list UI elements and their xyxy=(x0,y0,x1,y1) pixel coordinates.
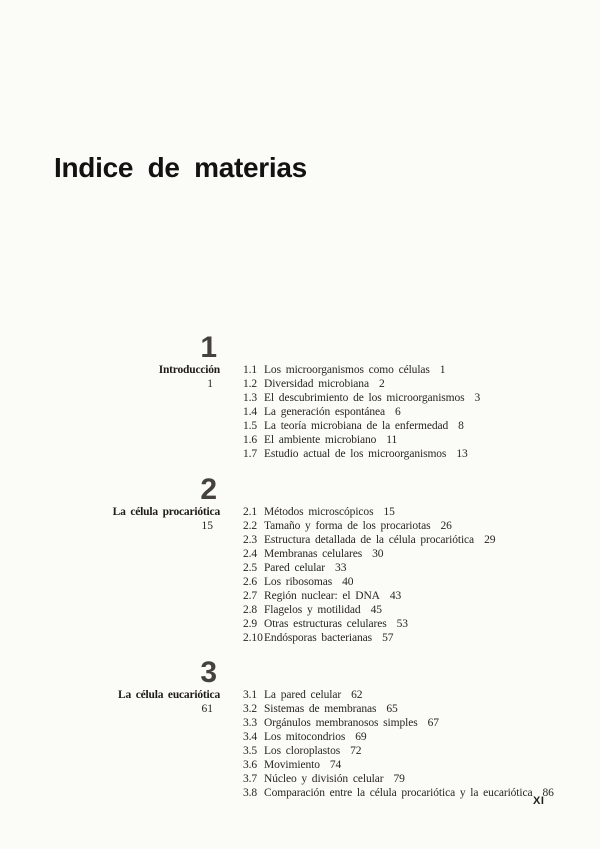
chapter-heading xyxy=(0,658,220,716)
entry-title: Comparación entre la célula procariótica y la eucariótica xyxy=(264,787,533,799)
entry-page: 65 xyxy=(386,703,398,715)
entry-number: 3.5 xyxy=(243,745,258,757)
entry-page: 13 xyxy=(456,448,468,460)
entry-number: 1.5 xyxy=(243,420,258,432)
entry-title: Diversidad microbiana xyxy=(264,378,369,390)
entry-page: 74 xyxy=(329,759,342,771)
entry-title: Pared celular xyxy=(264,562,326,574)
toc-entry xyxy=(243,505,495,519)
entry-page: 53 xyxy=(396,618,408,630)
entry-page: 33 xyxy=(335,562,347,574)
entry-number: 2.6 xyxy=(243,576,258,588)
chapter-entries xyxy=(243,658,554,800)
entry-title: La teoría microbiana de la enfermedad xyxy=(264,420,449,432)
entry-page: 40 xyxy=(342,576,354,588)
entry-number: 1.4 xyxy=(243,406,258,418)
chapter-number: 1 xyxy=(200,331,217,364)
entry-title: La generación espontánea xyxy=(264,406,386,418)
chapter-start-page: 61 xyxy=(201,703,213,715)
entry-page: 72 xyxy=(350,745,362,757)
toc-entry xyxy=(243,377,480,391)
entry-number: 1.1 xyxy=(243,364,258,376)
entry-number: 1.6 xyxy=(243,434,258,446)
entry-title: Endósporas bacterianas xyxy=(264,632,373,644)
entry-number: 3.7 xyxy=(243,773,258,785)
entry-page: 62 xyxy=(351,689,363,701)
entry-page: 1 xyxy=(439,364,446,376)
toc-entry xyxy=(243,758,554,772)
chapter-title: La célula procariótica xyxy=(112,506,220,518)
entry-number: 2.7 xyxy=(243,590,258,602)
entry-number: 2.8 xyxy=(243,604,258,616)
toc-entry xyxy=(243,702,554,716)
entry-title: Los cloroplastos xyxy=(264,745,341,757)
toc-entry xyxy=(243,547,495,561)
toc-entry xyxy=(243,405,480,419)
toc-entry xyxy=(243,688,554,702)
entry-number: 3.8 xyxy=(243,787,258,799)
entry-title: Los ribosomas xyxy=(264,576,333,588)
entry-title: Tamaño y forma de los procariotas xyxy=(264,520,431,532)
entry-number: 3.2 xyxy=(243,703,258,715)
entry-number: 1.2 xyxy=(243,378,258,390)
toc-entry xyxy=(243,391,480,405)
toc-entry xyxy=(243,786,554,800)
entry-title: Métodos microscópicos xyxy=(264,506,374,518)
chapter-number: 3 xyxy=(200,656,217,689)
toc-entry xyxy=(243,561,495,575)
toc-entry xyxy=(243,433,480,447)
entry-title: Estructura detallada de la célula procariótica xyxy=(264,534,475,546)
toc-entry xyxy=(243,589,495,603)
toc-entry xyxy=(243,716,554,730)
toc-entry xyxy=(243,575,495,589)
chapter-heading xyxy=(0,333,220,391)
entry-page: 29 xyxy=(484,534,496,546)
entry-number: 2.9 xyxy=(243,618,258,630)
entry-page: 79 xyxy=(393,773,405,785)
entry-title: Los mitocondrios xyxy=(264,731,346,743)
entry-page: 26 xyxy=(440,520,452,532)
entry-page: 11 xyxy=(386,434,398,446)
entry-title: Flagelos y motilidad xyxy=(264,604,361,616)
entry-title: Los microorganismos como células xyxy=(264,364,430,376)
entry-number: 2.5 xyxy=(243,562,258,574)
entry-title: Orgánulos membranosos simples xyxy=(264,717,418,729)
entry-title: Región nuclear: el DNA xyxy=(264,590,380,602)
entry-number: 3.1 xyxy=(243,689,258,701)
chapter-title: La célula eucariótica xyxy=(118,689,220,701)
chapter-entries xyxy=(243,333,480,461)
entry-title: La pared celular xyxy=(264,689,342,701)
toc-entry xyxy=(243,603,495,617)
page-title: Indice de materias xyxy=(54,152,307,183)
entry-page: 6 xyxy=(395,406,401,418)
entry-number: 3.4 xyxy=(243,731,258,743)
toc-entry xyxy=(243,617,495,631)
entry-page: 67 xyxy=(427,717,439,729)
toc-entry xyxy=(243,447,480,461)
entry-title: El ambiente microbiano xyxy=(264,434,377,446)
toc-chapter xyxy=(0,475,600,645)
entry-page: 8 xyxy=(458,420,464,432)
entry-page: 30 xyxy=(372,548,384,560)
page-number: XI xyxy=(533,795,545,807)
entry-number: 1.7 xyxy=(243,448,258,460)
chapter-start-page: 1 xyxy=(207,378,213,390)
chapter-number: 2 xyxy=(200,473,217,506)
entry-page: 45 xyxy=(370,604,382,616)
toc-entry xyxy=(243,744,554,758)
entry-title: Núcleo y división celular xyxy=(264,773,384,785)
entry-page: 43 xyxy=(389,590,402,602)
entry-number: 2.2 xyxy=(243,520,258,532)
toc-entry xyxy=(243,533,495,547)
entry-title: Membranas celulares xyxy=(264,548,363,560)
chapter-entries xyxy=(243,475,495,645)
toc-entry xyxy=(243,772,554,786)
entry-title: Movimiento xyxy=(264,759,320,771)
toc-entry xyxy=(243,519,495,533)
entry-number: 2.3 xyxy=(243,534,258,546)
entry-page: 86 xyxy=(542,787,554,799)
entry-title: Otras estructuras celulares xyxy=(264,618,387,630)
toc-entry xyxy=(243,363,480,377)
toc-entry xyxy=(243,631,495,645)
toc-entry xyxy=(243,730,554,744)
toc-entry xyxy=(243,419,480,433)
entry-page: 2 xyxy=(378,378,385,390)
entry-title: Estudio actual de los microorganismos xyxy=(264,448,447,460)
entry-page: 3 xyxy=(474,392,481,404)
entry-page: 15 xyxy=(383,506,395,518)
chapter-start-page: 15 xyxy=(201,520,213,532)
toc-chapter xyxy=(0,658,600,800)
entry-number: 3.6 xyxy=(243,759,258,771)
entry-number: 3.3 xyxy=(243,717,258,729)
entry-number: 2.1 xyxy=(243,506,258,518)
toc-chapter xyxy=(0,333,600,461)
chapter-heading xyxy=(0,475,220,533)
entry-number: 1.3 xyxy=(243,392,258,404)
entry-number: 2.4 xyxy=(243,548,258,560)
entry-title: El descubrimiento de los microorganismos xyxy=(264,392,465,404)
entry-title: Sistemas de membranas xyxy=(264,703,377,715)
entry-page: 69 xyxy=(355,731,367,743)
entry-number: 2.10 xyxy=(243,632,263,644)
entry-page: 57 xyxy=(382,632,394,644)
chapter-title: Introducción xyxy=(158,364,220,376)
